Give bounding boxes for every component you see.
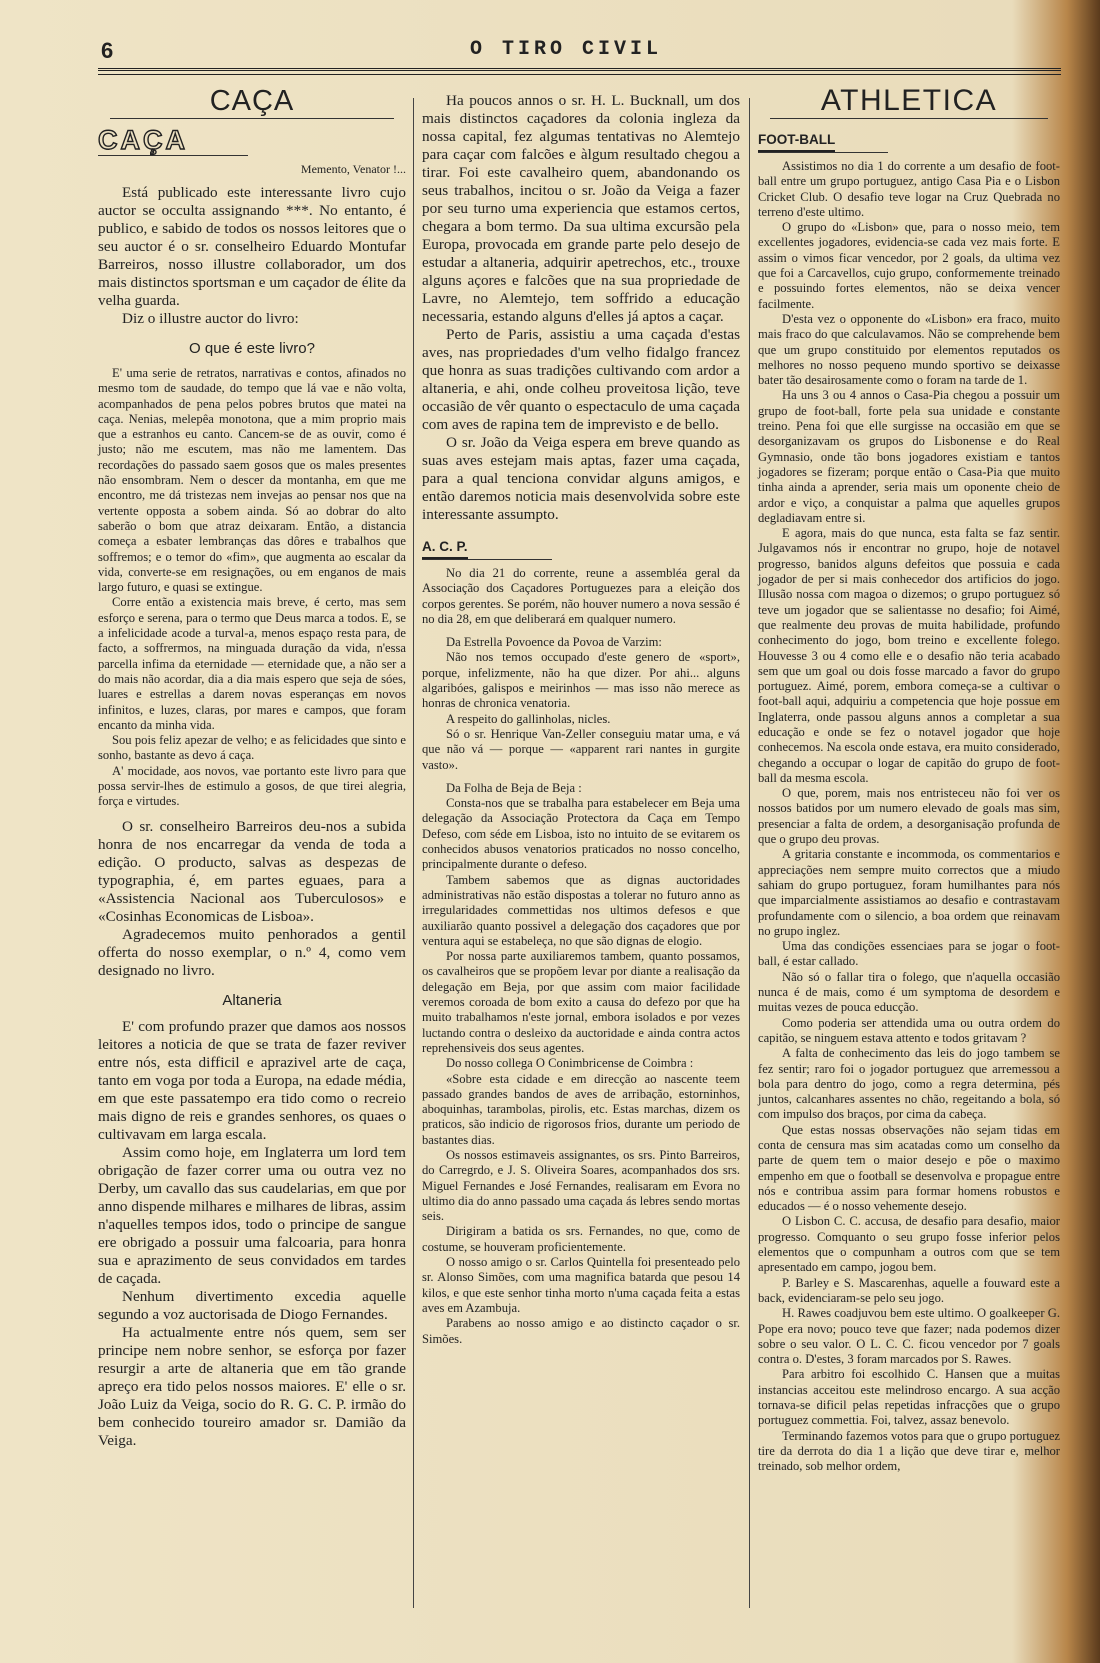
paragraph: Está publicado este interessante livro cujo auctor se occulta assignando ***. No entanto, é publico, e sabido de todos os nossos leitores que o seu auctor é o sr. conselheiro Eduardo Montufar Barreiros, nosso illustre collaborador, um dos mais distinctos sportsman e um caçador de élite da velha guarda. bbox=[98, 184, 406, 309]
news-item: No dia 21 do corrente, reune a assembléa geral da Associação dos Caçadores Portuguezes para a eleição dos corpos gerentes. Se porém, não houver numero a nova sessão é no dia 28, em que deliberará em qualquer numero. bbox=[422, 566, 740, 626]
paragraph: Agradecemos muito penhorados a gentil offerta do nosso exemplar, o n.º 4, como vem designado no livro. bbox=[98, 925, 406, 979]
paragraph: O sr. conselheiro Barreiros deu-nos a subida honra de nos encarregar da venda de toda a edição. O producto, salvas as despezas de typographia, é, em partes eguaes, para a «Assistencia Nacional aos Tuberculosos» e «Cosinhas Economicas de Lisboa». bbox=[98, 817, 406, 925]
column-middle bbox=[422, 92, 740, 1347]
paragraph: A falta de conhecimento das leis do jogo tambem se fez sentir; raro foi o jogador portuguez que arremessou a bola para dentro do jogo, como a regra determina, pés juntos, calcanhares assentes no chão, regeitando a bola, só com impulso dos braços, por cima da cabeça. bbox=[758, 1046, 1060, 1122]
paragraph: E' com profundo prazer que damos aos nossos leitores a noticia de que se trata de fazer reviver entre nós, esta difficil e aprazivel arte de caça, tanto em voga por toda a Europa, na edade média, em que este passatempo era tido como o recreio mais digno de reis e grandes senhores, os quaes o cultivavam em larga escala. bbox=[98, 1017, 406, 1143]
column-divider bbox=[413, 98, 414, 1608]
quoted-paragraph: A' mocidade, aos novos, vae portanto este livro para que possa servir-lhes de estimulo a gosos, de que tirei alegria, força e virtudes. bbox=[98, 763, 406, 809]
column-athletica bbox=[758, 84, 1060, 1475]
paragraph: E agora, mais do que nunca, esta falta se faz sentir. Julgavamos nós ir encontrar no grupo, hoje de notavel progresso, banidos alguns defeitos que possuia e cada jogador de per si mais conhecedor dos artificios do jogo. Illusão nossa com magoa o dizemos; o grupo portuguez só teve um jogador que se salientasse no desafio; foi Aimé, que realmente deu provas de muita habilidade, profundo conhecimento do jogo, bom treino e excellente folego. Houvesse 3 ou 4 como elle e o desafio não teria acabado sem que um goal ou dois fosse marcado a favor do grupo portuguez. Aimé, porem, embora começa-se a cultivar o foot-ball aqui, adquiriu a competencia que hoje possue em Inglaterra, onde passou alguns annos a completar a sua educação e onde se fez o notavel jogador que hoje conhecemos. Na escola onde estava, era muito considerado, chegando a occupar o logar de capitão do grupo de foot-ball da mesma escola. bbox=[758, 526, 1060, 785]
news-item: Parabens ao nosso amigo e ao distincto caçador o sr. Simões. bbox=[422, 1316, 740, 1346]
news-item: A respeito do gallinholas, nicles. bbox=[446, 711, 611, 726]
header-rule-thin bbox=[98, 74, 1061, 75]
subheading-acp: A. C. P. bbox=[422, 538, 468, 559]
paragraph: P. Barley e S. Mascarenhas, aquelle a fouward este a back, evidenciaram-se pelo seu jogo. bbox=[758, 1275, 1060, 1305]
paragraph: Ha uns 3 ou 4 annos o Casa-Pia chegou a possuir um grupo de foot-ball, forte pela sua unidade e constante treino. Pena foi que elle surgisse na occasião em que se desorganizavam os grupos do Lisbonense e do Real Gymnasio, onde tão bons jogadores existiam e tantos jogadores se fizeram; porque então o Casa-Pia que muito tinha ainda a aprender, seria mais um oponente cheio de ardor e viço, a conquistar a palma que aquelles grupos degladiavam entre si. bbox=[758, 388, 1060, 525]
masthead-title: O TIRO CIVIL bbox=[470, 38, 663, 61]
news-item: Não nos temos occupado d'este genero de «sport», porque, infelizmente, não ha que dizer. Por ahi... alguns algaribóes, galispos e meirinhos — mas isso não merece as honras de chronica venatoria. bbox=[422, 650, 740, 711]
subheading-football: FOOT-BALL bbox=[758, 131, 835, 152]
news-item: Da Estrella Povoence da Povoa de Varzim: bbox=[446, 635, 662, 650]
paragraph: O que, porem, mais nos entristeceu não foi ver os nossos batidos por um numero elevado de goals mas sim, presenciar a falta de ordem, a desorganisação profunda de que o grupo deu provas. bbox=[758, 786, 1060, 847]
paragraph: Ha poucos annos o sr. H. L. Bucknall, um dos mais distinctos caçadores da colonia ingleza da nossa capital, fez algumas tentativas no Alemtejo para caçar com falcões e àlgum resultado chegou a tirar. Foi este cavalheiro quem, abandonando os seus trabalhos, incitou o sr. João da Veiga a fazer por seu turno uma experiencia que estamos certos, chegara a bom termo. Da sua ultima excursão pela Europa, provocada em grande parte pelo desejo de estudar a altaneria, adquirir apetrechos, etc., trouxe alguns açores e falcões que na sua propriedade de Lavre, no Alemtejo, tem soffrido a educação necessaria, estando alguns d'elles já aptos a caçar. bbox=[422, 92, 740, 325]
news-item: Dirigiram a batida os srs. Fernandes, no que, como de costume, se houveram proficientemente. bbox=[422, 1224, 740, 1254]
paragraph: Assim como hoje, em Inglaterra um lord tem obrigação de fazer correr uma ou outra vez no Derby, um cavallo das sus caudelarias, em que por anno dispende milhares e milhares de libras, assim n'aquelles tempos idos, todo o principe de sangue ere obrigado a possuir uma falcoaria, para honra sua e aprazimento de seus convidados em tardes de caçada. bbox=[98, 1143, 406, 1287]
news-item: «Sobre esta cidade e em direcção ao nascente teem passado grandes bandos de aves de arribação, estorninhos, aboquinhas, tarambolas, pirolis, etc. Estas marchas, dizem os praticos, são indicio de rigorosos frios, durante um periodo de bastantes dias. bbox=[422, 1071, 740, 1147]
paragraph: Uma das condições essenciaes para se jogar o foot-ball, é estar callado. bbox=[758, 939, 1060, 969]
paragraph: O Lisbon C. C. accusa, de desafio para desafio, maior progresso. Comquanto o seu grupo fosse inferior pelos elementos que o compunham a outros com que se tem apresentado em campo, jogou bem. bbox=[758, 1214, 1060, 1275]
paragraph: Nenhum divertimento excedia aquelle segundo a voz auctorisada de Diogo Fernandes. bbox=[98, 1287, 406, 1323]
paragraph: A gritaria constante e incommoda, os commentarios e appreciações nem sempre muito correctos que a miudo sahiam do grupo portuguez, foram humilhantes para nós que imparcialmente assistiamos ao desafio e contrastavam profundamente com o silencio, a boa ordem que reinavam no grupo inglez. bbox=[758, 847, 1060, 938]
section-rule bbox=[422, 559, 552, 560]
paragraph: Não só o fallar tira o folego, que n'aquella occasião nunca é de mais, como é um symptoma de desordem e muitas vezes de pouca educção. bbox=[758, 969, 1060, 1015]
section-rule bbox=[758, 152, 888, 153]
section-rule bbox=[770, 118, 1048, 119]
paragraph: Ha actualmente entre nós quem, sem ser principe nem nobre senhor, se esforça por fazer resurgir a arte de altaneria que em tão grande apreço era tido pelos nossos maiores. E' elle o sr. João Luiz da Veiga, socio do R. G. C. P. irmão do bem conhecido toureiro amador sr. Damião da Veiga. bbox=[98, 1323, 406, 1449]
quoted-paragraph: Sou pois feliz apezar de velho; e as felicidades que sinto e sonho, bastante as devo á caça. bbox=[98, 733, 406, 763]
section-heading-caca: CAÇA bbox=[209, 85, 295, 117]
paragraph: Para arbitro foi escolhido C. Hansen que a muitas instancias acceitou este melindroso encargo. A sua acção tornava-se dificil pelas repetidas infracções que o grupo portuguez commettia. Foi, talvez, assaz benevolo. bbox=[758, 1367, 1060, 1428]
news-item: Tambem sabemos que as dignas auctoridades administrativas não estão dispostas a tolerar no futuro anno as irregularidades commettidas nos ultimos defesos e que auxiliarão quanto possivel a delegação dos caçadores que por ventura aqui se estabeleça, no que são dignas de elogio. bbox=[422, 872, 740, 948]
page-number: 6 bbox=[101, 38, 114, 63]
paragraph: Terminando fazemos votos para que o grupo portuguez tire da derrota do dia 1 a lição que deve tirar e, melhor treinado, sob melhor ordem, bbox=[758, 1428, 1060, 1474]
news-item: Os nossos estimaveis assignantes, os srs. Pinto Barreiros, do Carregrdo, e J. S. Oliveira Soares, acompanhados dos srs. Miguel Fernandes e José Fernandes, realisaram em Evora no ultimo dia do anno passado uma caçada ás lebres sendo mortas seis. bbox=[422, 1147, 740, 1224]
paragraph: Perto de Paris, assistiu a uma caçada d'estas aves, nas propriedades d'um velho fidalgo francez que honra as suas tradições cultivando com ardor a altaneria, e ahi, onde colheu proveitosa lição, teve occasião de vêr quanto o espectaculo de uma caçada com aves de rapina tem de imprevisto e de bello. bbox=[422, 326, 740, 433]
section-heading-athletica: ATHLETICA bbox=[820, 84, 998, 117]
news-item: Por nossa parte auxiliaremos tambem, quanto possamos, os cavalheiros que se propõem levar por diante a realisação da delegação em Beja, por que assim com maior facilidade veremos coroada de bom exito a causa do defezo por que ha muito trabalhamos n'este jornal, embora isolados e por vezes luctando contra o desleixo da auctoridade e ainda contra actos reprehensiveis dos seus agentes. bbox=[422, 949, 740, 1055]
header-rule bbox=[98, 68, 1061, 71]
paragraph: D'esta vez o opponente do «Lisbon» era fraco, muito mais fraco do que calculavamos. Não se comprehende bem que um grupo constituido por elementos reputados os melhores no nosso pequeno mundo sportivo se deixasse bater tão desairosamente como o foram na tarde de 1. bbox=[758, 311, 1060, 388]
paragraph: O grupo do «Lisbon» que, para o nosso meio, tem excellentes jogadores, evidencia-se cada vez mais forte. E assim o vimos ficar vencedor, por 2 goals, da ultima vez que foi a Carcavellos, cujo grupo, conformemente treinado e possuindo fortes elementos, não se deixa vencer facilmente. bbox=[758, 220, 1060, 311]
news-item: Da Folha de Beja de Beja : bbox=[446, 780, 582, 795]
paragraph: H. Rawes coadjuvou bem este ultimo. O goalkeeper G. Pope era novo; pouco teve que fazer; nada podemos dizer sobre o seu valor. O L. C. C. ficou vencedor por 7 goals contra o. D'estes, 3 foram marcados por S. Rawes. bbox=[758, 1306, 1060, 1367]
paragraph: Que estas nossas observações não sejam tidas em conta de censura mas sim acatadas como um conselho da parte de quem tem o maior desejo e põe o maximo empenho em que o football se desenvolva e propague entre nós e contribua assim para formar homens robustos e educados — é o nosso vehemente desejo. bbox=[758, 1122, 1060, 1214]
quoted-paragraph: E' uma serie de retratos, narrativas e contos, afinados no mesmo tom de saudade, do tempo que lá vae e não volta, acompanhados de pena pelos pobres brutos que matei na caça. Nenias, melepêa monotona, que a mim proprio mais que a estranhos eu canto. Cancem-se de as ouvir, como é justo; não me escutem, mas não me lamentem. Das recordações do passado saem gosos que os males presentes não ensombram. Nem o descer da montanha, em que me encontro, me dá tristezas nem invejas ao pensar nos que na vertente opposta a sobem ainda. Só ao dobrar do alto saberão o bom que atraz deixaram. Então, a distancia começa a esbater lembranças das dôres e trabalhos que soffremos; e o temor do «fim», que augmenta ao escalar da vida, converte-se em resignações, ou em enganos de mais largo futuro, e quasi se extingue. bbox=[98, 366, 406, 595]
paragraph: Assistimos no dia 1 do corrente a um desafio de foot-ball entre um grupo portuguez, antigo Casa Pia e o Lisbon Cricket Club. O desafio teve logar na Cruz Quebrada no terreno d'este ultimo. bbox=[758, 159, 1060, 219]
column-divider bbox=[749, 98, 750, 1608]
section-rule bbox=[110, 118, 394, 119]
title-underline bbox=[98, 155, 248, 156]
subheading-altaneria: Altaneria bbox=[222, 991, 282, 1009]
paragraph: Como poderia ser attendida uma ou outra ordem do capitão, se ninguem estava attento e todos gritavam ? bbox=[758, 1015, 1060, 1045]
subheading: O que é este livro? bbox=[189, 340, 315, 357]
paragraph: Diz o illustre auctor do livro: bbox=[122, 310, 299, 327]
quoted-paragraph: Corre então a existencia mais breve, é certo, mas sem esforço e serena, para o termo que Deus marca a todos. E, se a infelicidade acode a turval-a, menos espaço resta para, de facto, a soffrermos, na minguada duração da vida, n'essa parcella infima da eternidade — eternidade que, a não ser a do mais não acordar, dia a dia mais espero que seja de sóes, luares e estrellas a darem novas esperanças em novos infinitos, e luzes, claras, por mares e campos, que foram encanto da minha vida. bbox=[98, 595, 406, 732]
news-item: Consta-nos que se trabalha para estabelecer em Beja uma delegação da Associação Protectora da Caça em Tempo Defeso, com séde em Lisboa, isto no intuito de se evitarem os conhecidos abusos venatorios praticados no nosso concelho, principalmente durante o defeso. bbox=[422, 796, 740, 872]
news-item: Do nosso collega O Conimbricense de Coimbra : bbox=[446, 1056, 694, 1071]
column-caca bbox=[98, 85, 406, 1450]
paragraph: O sr. João da Veiga espera em breve quando as suas aves estejam mais aptas, fazer uma caçada, para a qual tenciona convidar alguns amigos, e então daremos noticia mais desenvolvida sobre este interessante assumpto. bbox=[422, 434, 740, 523]
news-item: O nosso amigo o sr. Carlos Quintella foi presenteado pelo sr. Alonso Simões, com uma magnifica batarda que pesou 14 kilos, e que este senhor tinha morto n'uma caçada feita a estas aves em Azambuja. bbox=[422, 1255, 740, 1315]
epigraph: Memento, Venator !... bbox=[300, 162, 406, 176]
news-item: Só o sr. Henrique Van-Zeller conseguiu matar uma, e vá que não vá — porque — «apparent rari nantes in gurgite vasto». bbox=[422, 726, 740, 772]
article-title: CAÇA bbox=[98, 125, 188, 155]
